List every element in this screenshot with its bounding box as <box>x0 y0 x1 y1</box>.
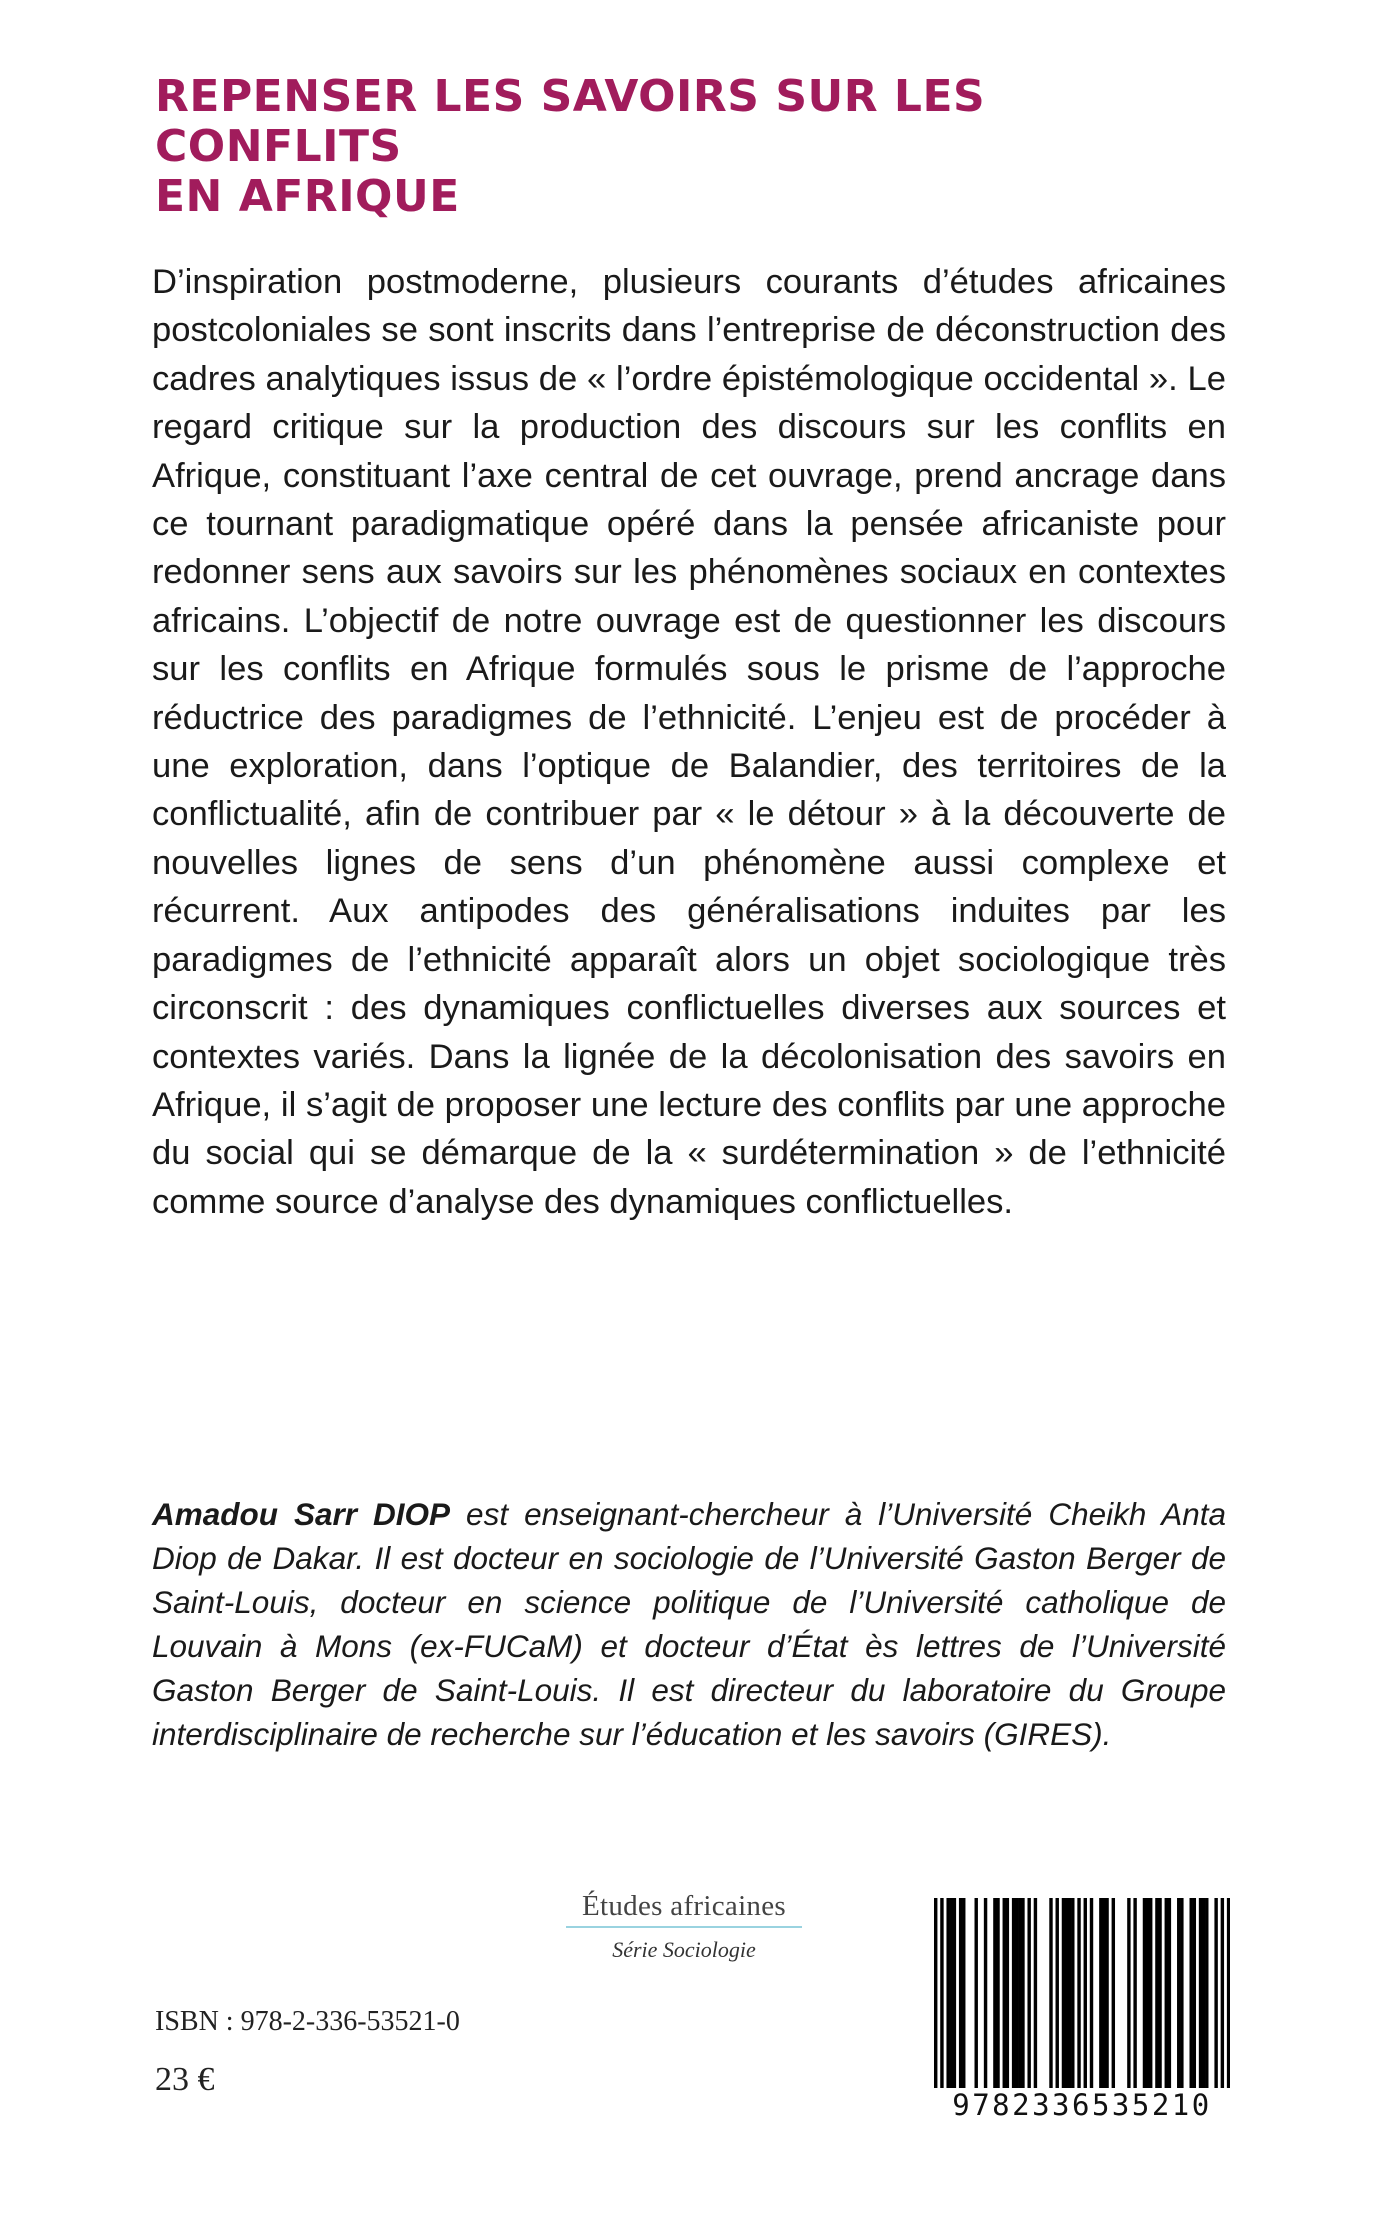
barcode-bar <box>1068 1898 1071 2088</box>
barcode-bar <box>934 1898 937 2088</box>
summary-paragraph: D’inspiration postmoderne, plusieurs courants d’études africaines postcoloniales se sont inscrits dans l’entreprise de déconstruction des cadres analytiques issus de « l’ordre épistémologique occidental ». Le regard critique sur la production des discours sur les conflits en Afrique, constituant l’axe central de cet ouvrage, prend ancrage dans ce tournant paradigmatique opéré dans la pensée africaniste pour redonner sens aux savoirs sur les phénomènes sociaux en contextes africains. L’objectif de notre ouvrage est de questionner les discours sur les conflits en Afrique formulés sous le prisme de l’approche réductrice des paradigmes de l’ethnicité. L’enjeu est de procéder à une exploration, dans l’optique de Balandier, des territoires de la conflictualité, afin de contribuer par « le détour » à la découverte de nouvelles lignes de sens d’un phénomène aussi complexe et récurrent. Aux antipodes des généralisations induites par les paradigmes de l’ethnicité apparaît alors un objet sociologique très circonscrit : des dynamiques conflictuelles diverses aux sources et contextes variés. Dans la lignée de la décolonisation des savoirs en Afrique, il s’agit de proposer une lecture des conflits par une approche du social qui se démarque de la « surdétermination » de l’ethnicité comme source d’analyse des dynamiques conflictuelles. <box>152 263 1226 1221</box>
barcode-bar <box>1006 1898 1009 2088</box>
barcode-bar <box>996 1898 999 2088</box>
barcode-bar <box>962 1898 965 2088</box>
barcode-bar <box>1199 1898 1202 2088</box>
author-bio <box>152 1492 1226 1756</box>
series-title: Études africaines <box>582 1890 786 1922</box>
barcode-bar <box>1077 1898 1080 2088</box>
barcode-bar <box>1099 1898 1102 2088</box>
barcode-bar <box>959 1898 962 2088</box>
barcode-bar <box>953 1898 956 2088</box>
barcode-bar <box>1105 1898 1108 2088</box>
price: 23 € <box>155 2061 215 2098</box>
barcode-bar <box>1012 1898 1015 2088</box>
book-title <box>155 72 1235 222</box>
barcode-bar <box>1149 1898 1152 2088</box>
series-subtitle: Série Sociologie <box>612 1937 756 1962</box>
barcode-bar <box>1127 1898 1130 2088</box>
barcode-bar <box>1003 1898 1006 2088</box>
barcode-bar <box>1158 1898 1161 2088</box>
barcode <box>934 1898 1230 2122</box>
barcode-digits: 9782336535210 <box>952 2088 1212 2122</box>
isbn-number: ISBN : 978-2-336-53521-0 <box>155 2006 460 2037</box>
barcode-bar <box>1112 1898 1115 2088</box>
book-title-line-1: REPENSER LES SAVOIRS SUR LES CONFLITS <box>155 71 986 172</box>
barcode-bar <box>1071 1898 1074 2088</box>
barcode-bar <box>1102 1898 1105 2088</box>
barcode-bar <box>1084 1898 1087 2088</box>
book-title-line-2: EN AFRIQUE <box>155 171 460 222</box>
barcode-bar <box>1146 1898 1149 2088</box>
barcode-bar <box>1056 1898 1059 2088</box>
barcode-bar <box>946 1898 949 2088</box>
barcode-bar <box>1034 1898 1037 2088</box>
barcode-bar <box>1168 1898 1171 2088</box>
barcode-bar <box>984 1898 987 2088</box>
barcode-bar <box>1221 1898 1224 2088</box>
barcode-bar <box>1062 1898 1065 2088</box>
barcode-bar <box>1027 1898 1030 2088</box>
barcode-bar <box>1065 1898 1068 2088</box>
barcode-bar <box>1177 1898 1180 2088</box>
author-bio-text: est enseignant-chercheur à l’Université Cheikh Anta Diop de Dakar. Il est docteur en sociologie de l’Université Gaston Berger de Saint-Louis, docteur en science politique de l’Université catholique de Louvain à Mons (ex-FUCaM) et docteur d’État ès lettres de l’Université Gaston Berger de Saint-Louis. Il est directeur du laboratoire du Groupe interdisciplinaire de recherche sur l’éducation et les savoirs (GIRES). <box>152 1496 1227 1752</box>
barcode-bar <box>1214 1898 1217 2088</box>
barcode-bar <box>1090 1898 1093 2088</box>
barcode-bar <box>1018 1898 1021 2088</box>
barcode-bar <box>1165 1898 1168 2088</box>
barcode-bar <box>1133 1898 1136 2088</box>
barcode-bar <box>940 1898 943 2088</box>
barcode-bar <box>1189 1898 1192 2088</box>
barcode-bar <box>1180 1898 1183 2088</box>
barcode-bar <box>1205 1898 1208 2088</box>
barcode-bar <box>950 1898 953 2088</box>
author-name: Amadou Sarr DIOP <box>152 1496 451 1532</box>
barcode-bar <box>1143 1898 1146 2088</box>
barcode-bar <box>1202 1898 1205 2088</box>
series-label <box>560 1888 808 1964</box>
barcode-bar <box>1015 1898 1018 2088</box>
barcode-bar <box>1021 1898 1024 2088</box>
barcode-bar <box>1049 1898 1052 2088</box>
barcode-bar <box>1227 1898 1230 2088</box>
series-divider <box>566 1926 802 1928</box>
barcode-bar <box>975 1898 978 2088</box>
barcode-bar <box>1193 1898 1196 2088</box>
barcode-icon <box>934 1898 1230 2088</box>
barcode-bar <box>993 1898 996 2088</box>
barcode-bar <box>1155 1898 1158 2088</box>
